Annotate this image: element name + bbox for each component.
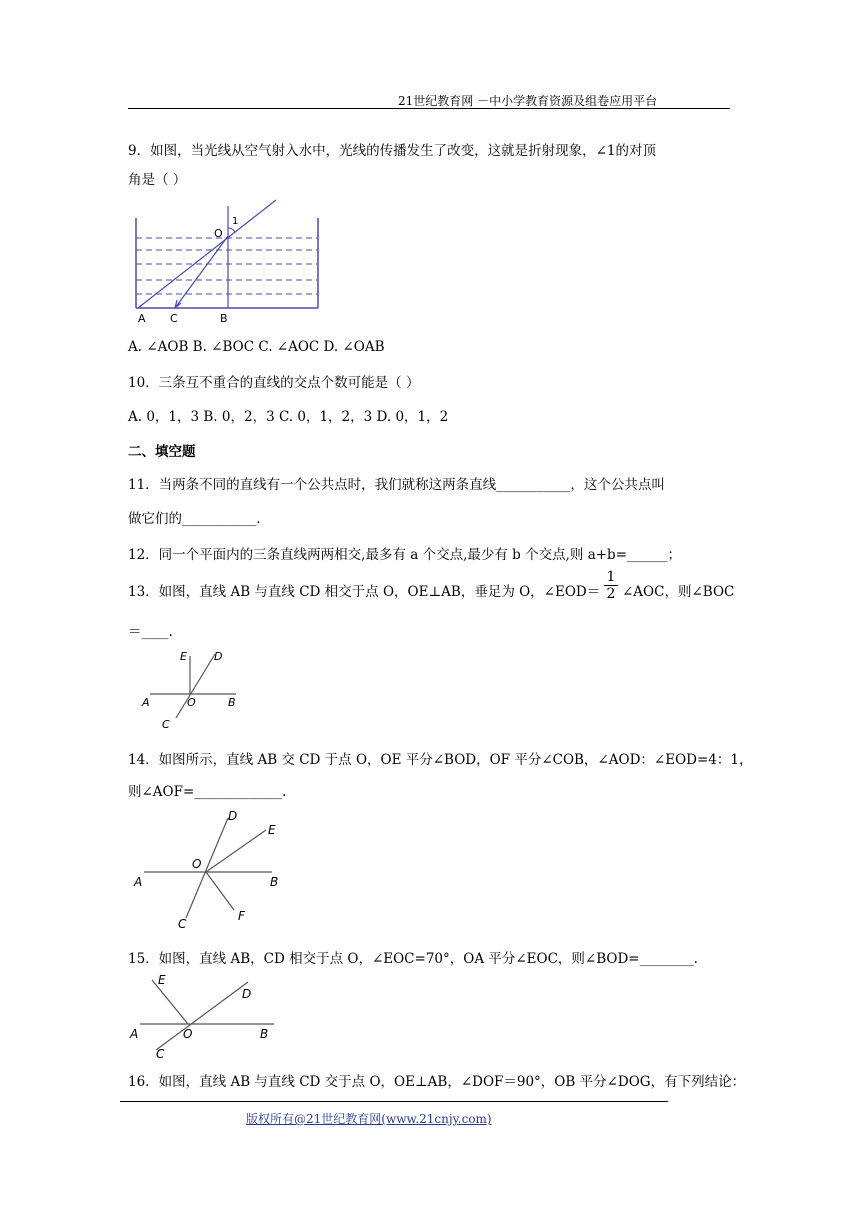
q13-figure xyxy=(136,646,246,732)
q9-line2: 角是（ ） xyxy=(128,172,187,188)
q14-line2: 则∠AOF=_____________. xyxy=(128,784,287,800)
q15-label-b: B xyxy=(260,1027,269,1041)
q15-label-a: A xyxy=(130,1027,139,1041)
q13-label-e: E xyxy=(180,650,187,663)
q12-line1: 12．同一个平面内的三条直线两两相交,最多有 a 个交点,最少有 b 个交点,则 a+b=______； xyxy=(128,547,682,563)
footer-rule xyxy=(120,1101,668,1102)
q14-label-a: A xyxy=(134,875,143,889)
q15-label-o: O xyxy=(183,1027,193,1041)
header-text: 21世纪教育网 －中小学教育资源及组卷应用平台 xyxy=(398,94,658,108)
q14-label-o: O xyxy=(192,857,202,871)
q13-label-d: D xyxy=(214,650,223,663)
q15-figure xyxy=(128,966,288,1060)
q14-label-d: D xyxy=(228,809,238,823)
q10-line1: 10．三条互不重合的直线的交点个数可能是（ ） xyxy=(128,375,420,391)
q10-options: A. 0，1，3 B. 0，2，3 C. 0，1，2，3 D. 0，1，2 xyxy=(128,409,449,425)
q14-label-b: B xyxy=(270,875,279,889)
q13-frac-num: 1 xyxy=(606,569,616,585)
q13-fraction xyxy=(604,570,618,601)
q9-label-o: O xyxy=(214,227,223,240)
q15-label-c: C xyxy=(156,1047,165,1060)
q9-label-c: C xyxy=(170,312,178,325)
q13-label-o: O xyxy=(187,696,196,709)
q9-options: A. ∠AOB B. ∠BOC C. ∠AOC D. ∠OAB xyxy=(128,339,385,355)
footer-link[interactable]: 版权所有@21世纪教育网(www.21cnjy.com) xyxy=(246,1112,492,1126)
q16-line1: 16．如图，直线 AB 与直线 CD 交于点 O，OE⊥AB，∠DOF＝90°，OB 平分∠DOG，有下列结论： xyxy=(128,1074,746,1090)
q15-label-d: D xyxy=(242,987,252,1001)
header-rule xyxy=(128,108,730,109)
q14-figure xyxy=(130,806,290,932)
q14-label-c: C xyxy=(178,917,187,931)
q13-label-b: B xyxy=(228,696,236,709)
q13-line1a: 13．如图，直线 AB 与直线 CD 相交于点 O，OE⊥AB，垂足为 O，∠EOD＝ xyxy=(128,584,601,600)
q15-line1: 15．如图，直线 AB，CD 相交于点 O，∠EOC=70°，OA 平分∠EOC，则∠BOD=________. xyxy=(128,951,698,967)
q14-line1: 14．如图所示，直线 AB 交 CD 于点 O，OE 平分∠BOD，OF 平分∠COB，∠AOD：∠EOD=4：1， xyxy=(128,752,753,768)
q13-label-a: A xyxy=(142,696,150,709)
q15-label-e: E xyxy=(158,973,166,987)
q9-label-a: A xyxy=(138,312,146,325)
q11-line1: 11．当两条不同的直线有一个公共点时，我们就称这两条直线___________，这个公共点叫 xyxy=(128,477,665,493)
q11-line2: 做它们的___________. xyxy=(128,511,261,527)
q14-label-e: E xyxy=(268,823,276,837)
q9-label-1: 1 xyxy=(232,216,239,227)
q9-refraction-figure xyxy=(128,196,328,326)
q13-line1b: ∠AOC，则∠BOC xyxy=(622,584,735,600)
q9-label-b: B xyxy=(220,312,228,325)
q13-line2: ＝____. xyxy=(128,624,173,640)
q9-line1: 9．如图，当光线从空气射入水中，光线的传播发生了改变，这就是折射现象，∠1的对顶 xyxy=(128,143,656,159)
q13-label-c: C xyxy=(162,718,170,731)
section-title: 二、填空题 xyxy=(128,444,196,460)
q14-label-f: F xyxy=(238,909,245,923)
q13-frac-den: 2 xyxy=(606,586,616,602)
